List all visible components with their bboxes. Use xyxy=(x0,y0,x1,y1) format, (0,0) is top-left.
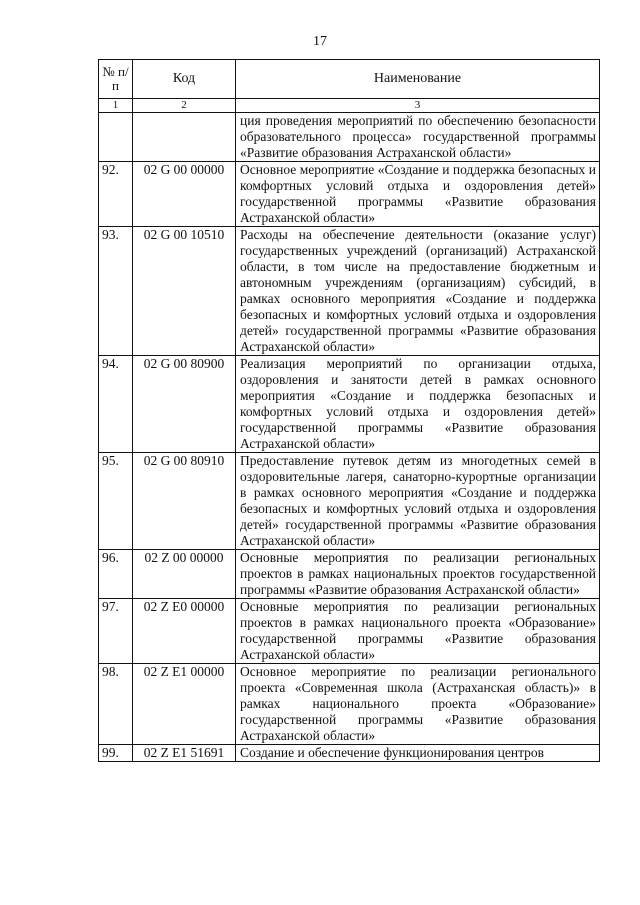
column-index-row xyxy=(99,99,600,113)
table-row xyxy=(99,599,600,664)
page-number: 17 xyxy=(313,34,327,49)
table-row xyxy=(99,162,600,227)
column-index-1: 1 xyxy=(99,99,133,113)
row-name: ция проведения мероприятий по обеспечению безопасности образовательного процесса» государственной программы «Развитие образования Астраханской области» xyxy=(236,113,600,162)
row-number: 99. xyxy=(99,745,133,762)
row-number: 95. xyxy=(99,453,133,550)
row-number xyxy=(99,113,133,162)
row-name: Создание и обеспечение функционирования центров xyxy=(236,745,600,762)
row-name: Реализация мероприятий по организации отдыха, оздоровления и занятости детей в рамках основного мероприятия «Создание и поддержка безопасных и комфортных условий отдыха и оздоровления детей» государственной программы «Развитие образования Астраханской области» xyxy=(236,356,600,453)
row-name: Основное мероприятие по реализации регионального проекта «Современная школа (Астраханская область)» в рамках национального проекта «Образование» государственной программы «Развитие образования Астраханской области» xyxy=(236,664,600,745)
row-code: 02 Z E0 00000 xyxy=(133,599,236,664)
table-row xyxy=(99,113,600,162)
row-number: 98. xyxy=(99,664,133,745)
table-row xyxy=(99,745,600,762)
row-number: 94. xyxy=(99,356,133,453)
row-code: 02 Z E1 51691 xyxy=(133,745,236,762)
column-index-3: 3 xyxy=(236,99,600,113)
row-name: Расходы на обеспечение деятельности (оказание услуг) государственных учреждений (организаций) Астраханской области, в том числе на предоставление бюджетным и автономным учреждениям (организациям) субсидий, в рамках основного мероприятия «Создание и поддержка безопасных и комфортных условий отдыха и оздоровления детей» государственной программы «Развитие образования Астраханской области» xyxy=(236,227,600,356)
row-number: 97. xyxy=(99,599,133,664)
header-code: Код xyxy=(133,60,236,99)
row-name: Основные мероприятия по реализации региональных проектов в рамках национальных проектов государственной программы «Развитие образования Астраханской области» xyxy=(236,550,600,599)
row-code: 02 G 00 80910 xyxy=(133,453,236,550)
table-header-row xyxy=(99,60,600,99)
row-name: Основное мероприятие «Создание и поддержка безопасных и комфортных условий отдыха и оздоровления детей» государственной программы «Развитие образования Астраханской области» xyxy=(236,162,600,227)
budget-classification-table xyxy=(98,59,600,762)
row-code: 02 Z E1 00000 xyxy=(133,664,236,745)
table-row xyxy=(99,227,600,356)
table-row xyxy=(99,453,600,550)
table-row xyxy=(99,550,600,599)
row-number: 92. xyxy=(99,162,133,227)
header-name: Наименование xyxy=(236,60,600,99)
header-num: № п/п xyxy=(99,60,133,99)
column-index-2: 2 xyxy=(133,99,236,113)
row-code: 02 G 00 00000 xyxy=(133,162,236,227)
row-code: 02 Z 00 00000 xyxy=(133,550,236,599)
table-row xyxy=(99,664,600,745)
row-code xyxy=(133,113,236,162)
row-number: 93. xyxy=(99,227,133,356)
row-name: Предоставление путевок детям из многодетных семей в оздоровительные лагеря, санаторно-курортные организации в рамках основного мероприятия «Создание и поддержка безопасных и комфортных условий отдыха и оздоровления детей» государственной программы «Развитие образования Астраханской области» xyxy=(236,453,600,550)
row-name: Основные мероприятия по реализации региональных проектов в рамках национального проекта «Образование» государственной программы «Развитие образования Астраханской области» xyxy=(236,599,600,664)
row-code: 02 G 00 80900 xyxy=(133,356,236,453)
row-number: 96. xyxy=(99,550,133,599)
row-code: 02 G 00 10510 xyxy=(133,227,236,356)
table-row xyxy=(99,356,600,453)
